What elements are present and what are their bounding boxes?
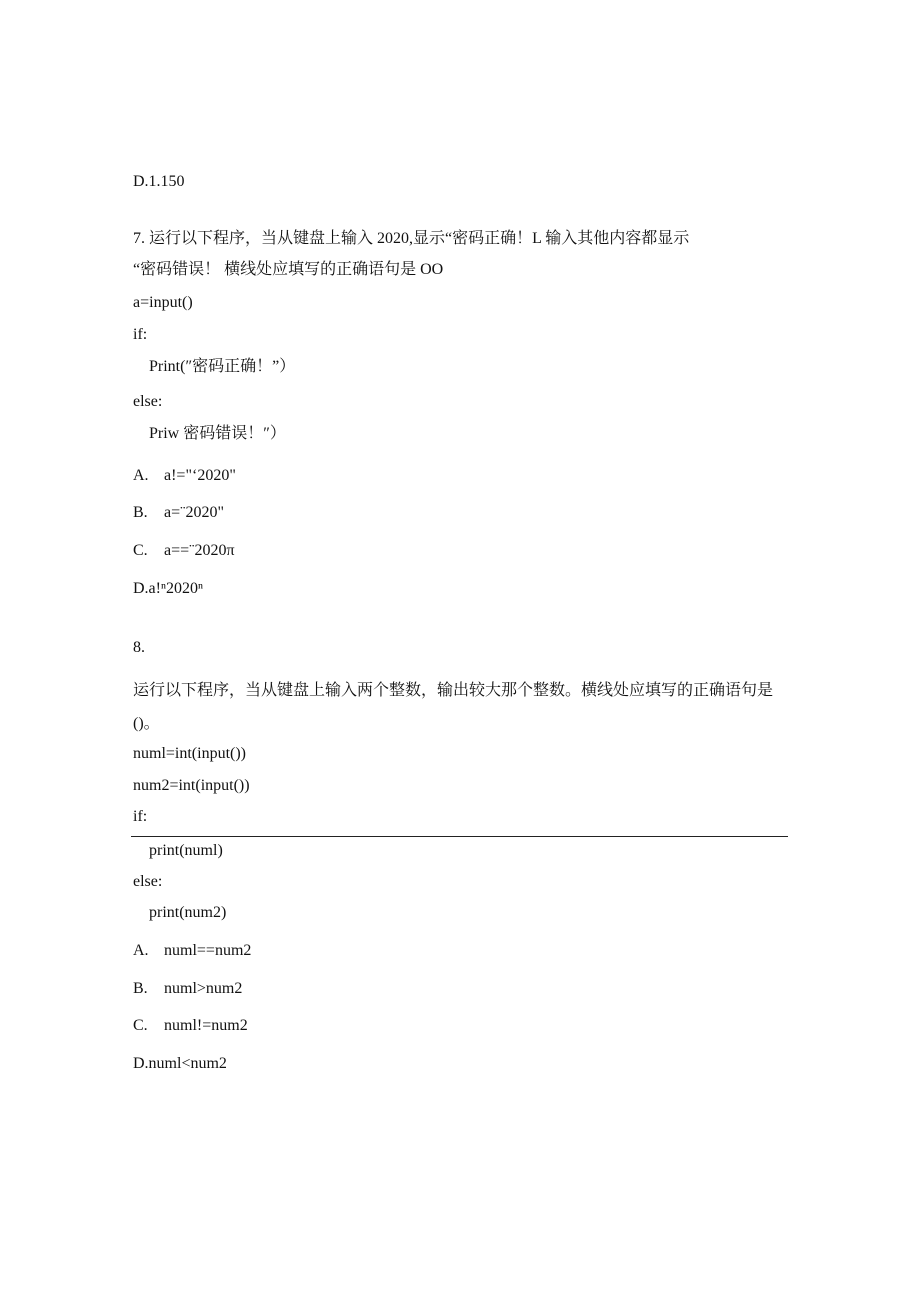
q7-code-line-3: Print(″密码正确！”） <box>149 358 296 375</box>
q8-code-line-6: print(num2) <box>149 904 227 921</box>
q7-code-line-1: a=input() <box>133 294 193 311</box>
q7-option-c-label: C. <box>133 542 148 559</box>
q8-number: 8. <box>133 639 145 656</box>
q6-option-d: D.1.150 <box>133 173 185 190</box>
q8-option-a-text: numl==num2 <box>164 942 252 959</box>
q8-code-line-1: numl=int(input()) <box>133 745 247 762</box>
q8-code-line-5: else: <box>133 873 163 890</box>
q7-option-c[interactable] <box>133 541 235 561</box>
q7-stem-line-2: “密码错误！ 横线处应填写的正确语句是 OO <box>133 261 444 278</box>
q7-stem-line-1: 7. 运行以下程序，当从键盘上输入 2020,显示“密码正确！L 输入其他内容都显示 <box>133 230 690 247</box>
q7-code-line-5: Priw 密码错误！″） <box>149 425 286 442</box>
q7-code-line-4: else: <box>133 393 163 410</box>
q7-option-b-label: B. <box>133 504 148 521</box>
q8-option-b[interactable] <box>133 979 242 999</box>
q8-option-d[interactable]: D.numl<num2 <box>133 1055 227 1072</box>
q7-option-b[interactable] <box>133 503 224 523</box>
q7-option-d[interactable]: D.a!ⁿ2020ⁿ <box>133 580 204 597</box>
q8-code-line-4: print(numl) <box>149 842 223 859</box>
q8-option-c-text: numl!=num2 <box>164 1017 248 1034</box>
q8-option-a-label: A. <box>133 942 149 959</box>
q8-code-line-3: if: <box>133 808 148 825</box>
q7-option-a-text: a!="ʻ2020" <box>164 467 236 484</box>
q7-code-line-2: if: <box>133 326 148 343</box>
q8-option-c[interactable] <box>133 1016 248 1036</box>
q8-option-c-label: C. <box>133 1017 148 1034</box>
q7-option-b-text: a=¨2020" <box>164 504 224 521</box>
q8-stem: 运行以下程序，当从键盘上输入两个整数，输出较大那个整数。横线处应填写的正确语句是()。 <box>133 682 774 732</box>
q8-option-b-text: numl>num2 <box>164 980 243 997</box>
q8-option-b-label: B. <box>133 980 148 997</box>
q8-option-a[interactable] <box>133 941 251 961</box>
q7-option-c-text: a==¨2020π <box>164 542 235 559</box>
q7-option-a-label: A. <box>133 467 149 484</box>
answer-blank-line <box>131 836 788 837</box>
q8-code-line-2: num2=int(input()) <box>133 777 250 794</box>
q7-option-a[interactable] <box>133 466 236 486</box>
